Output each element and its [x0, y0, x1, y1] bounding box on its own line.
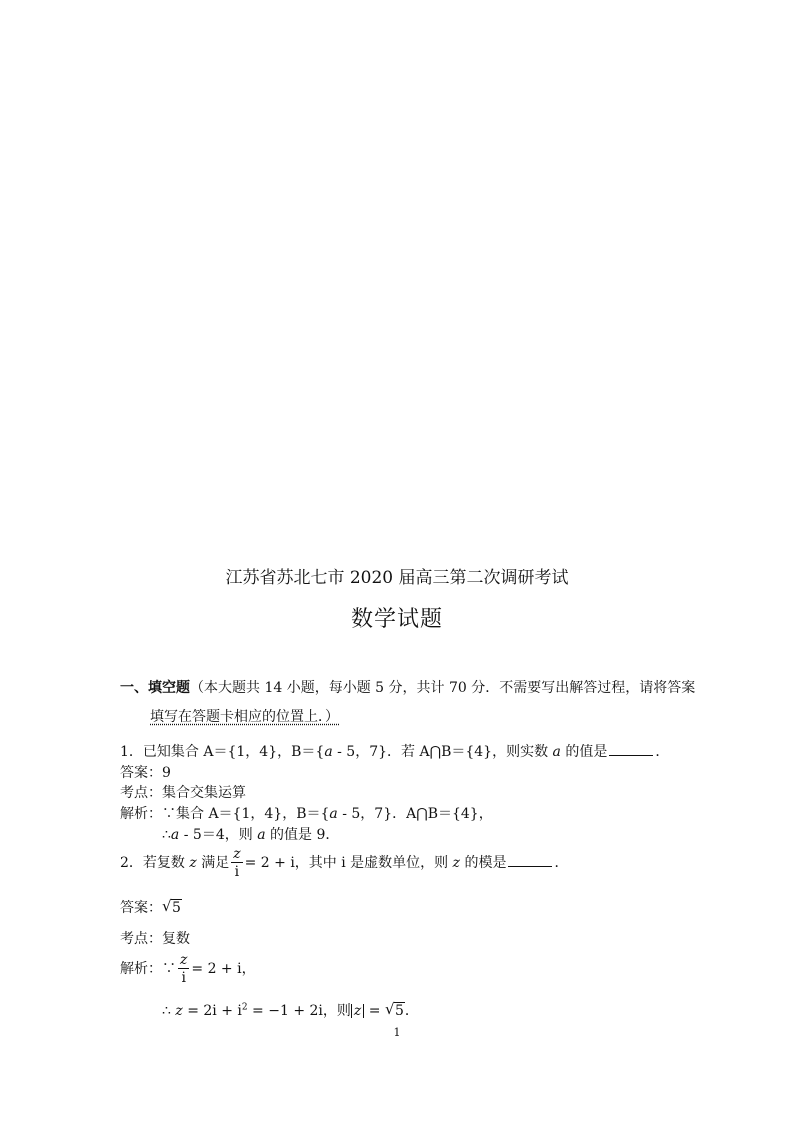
kp-text: 集合交集运算 [162, 785, 246, 801]
solution-text: ． [404, 1003, 419, 1019]
superscript: 2 [241, 1002, 248, 1013]
var-a: a [170, 827, 180, 843]
intersection-symbol: ⋂ [416, 806, 428, 822]
fraction-z-over-i [231, 847, 242, 879]
sqrt-symbol [162, 897, 182, 916]
q1-end: ． [655, 744, 670, 760]
q1-answer: 9 [162, 765, 171, 781]
q1-text: - 5，7}．若 A [332, 744, 430, 760]
abs-z: z [351, 1004, 364, 1018]
radical-sign: √ [162, 897, 172, 915]
q2-solution-line2 [162, 1000, 419, 1020]
therefore-symbol: ∴ [162, 827, 171, 843]
answer-blank [508, 854, 552, 867]
answer-blank [609, 743, 653, 756]
var-a: a [257, 827, 266, 843]
q2-text: 的模是 [460, 855, 507, 871]
fraction-denominator: i [181, 970, 186, 986]
q2-number: 2． [120, 855, 143, 871]
radical-sign: √ [384, 1000, 395, 1018]
q2-solution-line1 [120, 953, 256, 985]
fraction-numerator: z [233, 846, 241, 862]
fraction-numerator: z [180, 952, 188, 968]
fraction-z-over-i [178, 953, 189, 985]
solution-text: B＝{4}， [427, 806, 493, 822]
q1-solution-line1 [120, 803, 493, 823]
q1-text: 已知集合 A＝{1，4}，B＝{ [142, 744, 325, 760]
therefore-symbol: ∴ [162, 1003, 176, 1019]
var-z: z [189, 855, 197, 871]
radicand: 5 [172, 900, 181, 916]
radicand: 5 [394, 1003, 404, 1019]
section-heading-line [120, 677, 695, 697]
var-a: a [324, 744, 333, 760]
q2-text: = 2 + i，其中 i 是虚数单位，则 [244, 855, 453, 871]
intersection-symbol: ⋂ [429, 744, 442, 760]
q2-knowledge-point [120, 928, 190, 948]
q2-text: 满足 [196, 855, 230, 871]
kp-label: 考点： [120, 931, 162, 947]
section-instructions: （本大题共 14 小题，每小题 5 分，共计 70 分．不需要写出解答过程，请将答案 [190, 680, 696, 696]
var-a: a [552, 744, 561, 760]
var-z: z [452, 855, 461, 871]
solution-text: = 2i + i [182, 1003, 242, 1019]
solution-label: 解析： [120, 806, 162, 822]
solution-text: 的值是 9． [265, 827, 340, 843]
solution-text: ∵集合 A＝{1，4}，B＝{ [162, 806, 330, 822]
solution-text: - 5＝4，则 [179, 827, 258, 843]
sqrt-symbol [384, 1000, 405, 1019]
page-number: 1 [393, 1026, 401, 1039]
q2-text: 若复数 [142, 855, 190, 871]
q2-answer-line [120, 897, 182, 917]
because-symbol: ∵ [162, 961, 176, 977]
q1-answer-line [120, 762, 171, 782]
section-instructions-cont: 填写在答题卡相应的位置上．） [150, 709, 339, 725]
section-heading: 一、填空题 [120, 680, 190, 696]
q1-text: B＝{4}，则实数 [441, 744, 553, 760]
solution-text: = [364, 1003, 385, 1019]
solution-text: = 2 + i， [191, 961, 256, 977]
q1-question [120, 741, 669, 761]
q2-question [120, 847, 568, 879]
q1-solution-line2 [162, 824, 339, 844]
solution-text: - 5，7}．A [337, 806, 417, 822]
fraction-denominator: i [234, 864, 240, 880]
exam-title: 江苏省苏北七市 2020 届高三第二次调研考试 [225, 568, 569, 588]
answer-label: 答案： [120, 900, 162, 916]
var-z: z [175, 1003, 183, 1019]
answer-label: 答案： [120, 765, 162, 781]
kp-label: 考点： [120, 785, 162, 801]
q1-knowledge-point [120, 782, 246, 802]
solution-label: 解析： [120, 961, 162, 977]
solution-text: = −1 + 2i，则 [247, 1003, 351, 1019]
q1-number: 1． [120, 744, 143, 760]
q2-end: ． [554, 855, 569, 871]
q1-text: 的值是 [560, 744, 608, 760]
var-a: a [329, 806, 338, 822]
exam-subtitle: 数学试题 [350, 607, 443, 632]
kp-text: 复数 [162, 931, 190, 947]
